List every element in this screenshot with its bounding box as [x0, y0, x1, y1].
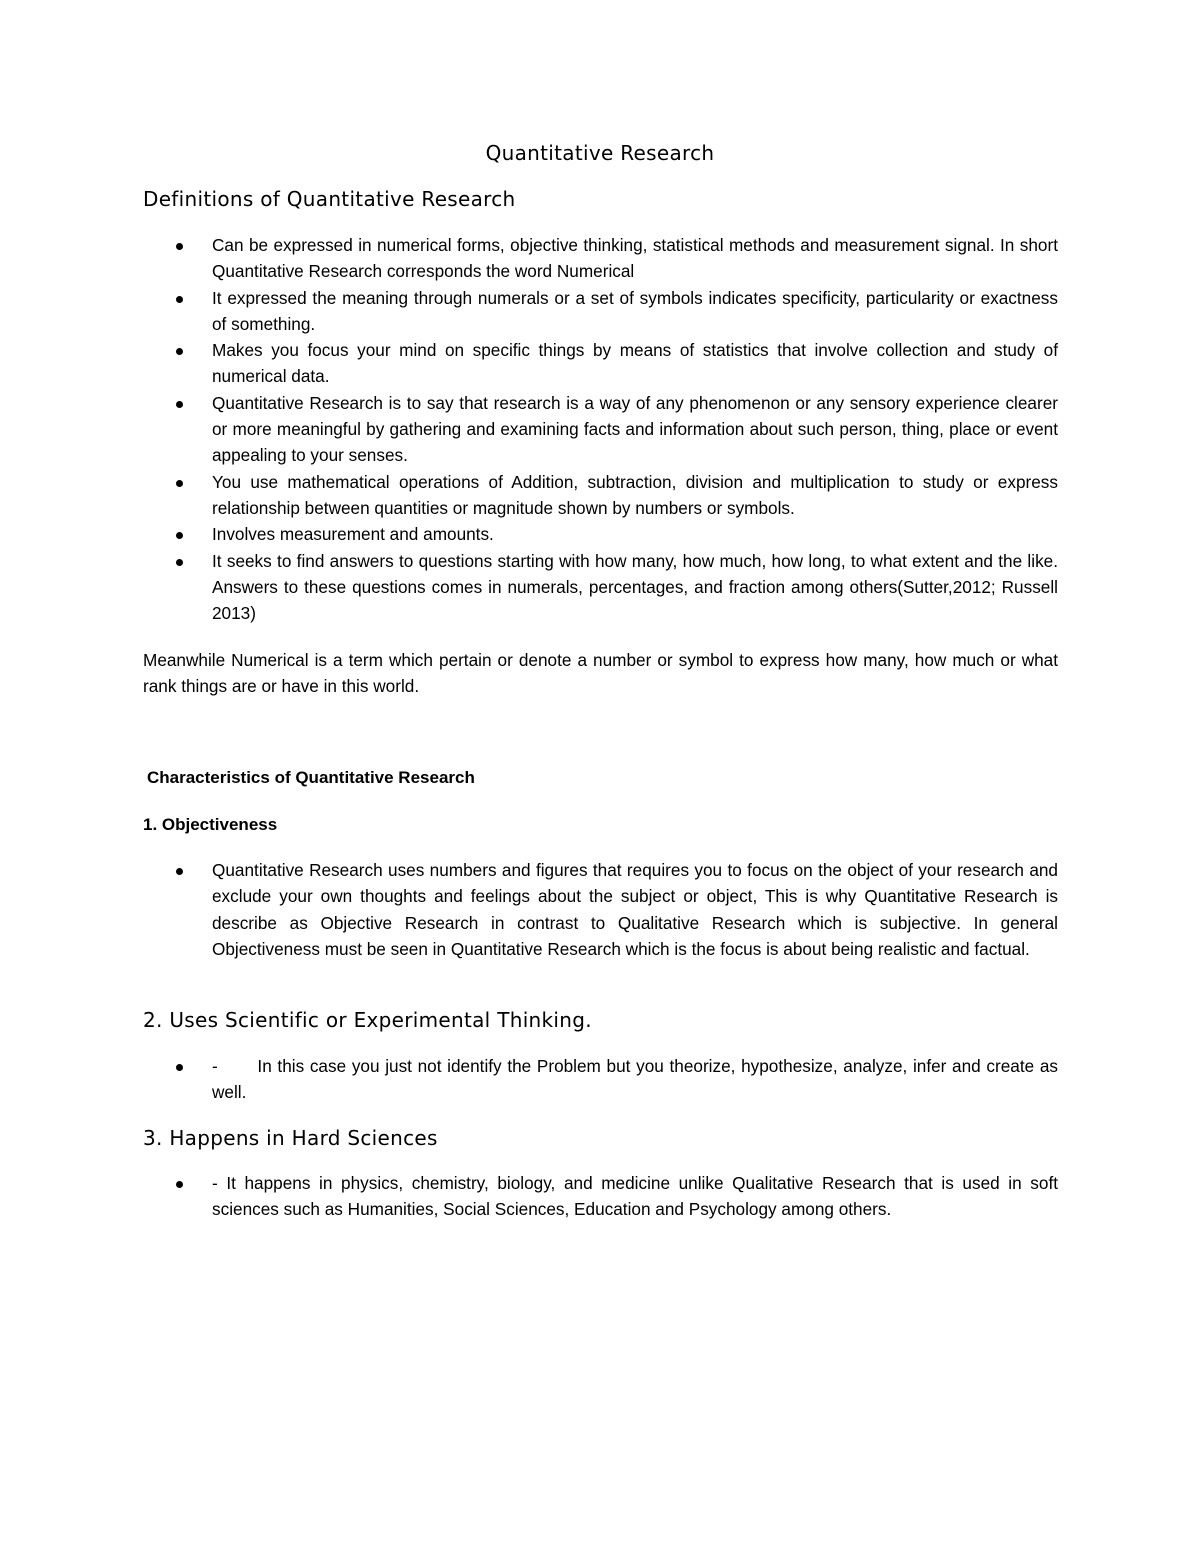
document-title: Quantitative Research	[485, 141, 715, 165]
scientific-list	[143, 1053, 1063, 1106]
list-item	[143, 469, 1058, 522]
hard-sciences-heading: 3. Happens in Hard Sciences	[143, 1126, 438, 1150]
scientific-heading: 2. Uses Scientific or Experimental Thinking.	[143, 1008, 592, 1032]
bullet-icon	[176, 401, 183, 408]
list-item	[143, 1053, 1063, 1106]
list-item-text: It expressed the meaning through numerals or a set of symbols indicates specificity, particularity or exactness of something.	[212, 287, 1058, 334]
list-item	[143, 857, 1058, 962]
list-item-text: Involves measurement and amounts.	[212, 524, 494, 545]
list-item-text: - It happens in physics, chemistry, biology, and medicine unlike Qualitative Research that is used in soft sciences such as Humanities, Social Sciences, Education and Psychology among others.	[212, 1173, 1058, 1220]
bullet-icon	[176, 532, 183, 539]
bullet-icon	[176, 348, 183, 355]
list-item	[143, 232, 1058, 285]
list-item-text: Quantitative Research is to say that research is a way of any phenomenon or any sensory experience clearer or more meaningful by gathering and examining facts and information about such person, thing, place or event appealing to your senses.	[212, 392, 1058, 466]
hard-sciences-list	[143, 1170, 1058, 1223]
objectiveness-list	[143, 857, 1058, 962]
numerical-paragraph: Meanwhile Numerical is a term which pertain or denote a number or symbol to express how many, how much or what rank things are or have in this world.	[143, 650, 1058, 697]
bullet-icon	[176, 1064, 183, 1071]
list-item	[143, 521, 1058, 547]
list-item	[143, 390, 1058, 469]
list-item-text: Can be expressed in numerical forms, objective thinking, statistical methods and measurement signal. In short Quantitative Research corresponds the word Numerical	[212, 235, 1058, 282]
bullet-icon	[176, 559, 183, 566]
list-item-text: You use mathematical operations of Addition, subtraction, division and multiplication to study or express relationship between quantities or magnitude shown by numbers or symbols.	[212, 471, 1058, 518]
list-item-text: - In this case you just not identify the Problem but you theorize, hypothesize, analyze, infer and create as well.	[212, 1056, 1063, 1103]
list-item	[143, 285, 1058, 338]
list-item	[143, 337, 1058, 390]
bullet-icon	[176, 480, 183, 487]
list-item-text: Quantitative Research uses numbers and figures that requires you to focus on the object of your research and exclude your own thoughts and feelings about the subject or object, This is why Quantitative Research is describe as Objective Research in contrast to Qualitative Research which is subjective. In general Objectiveness must be seen in Quantitative Research which is the focus is about being realistic and factual.	[212, 860, 1058, 959]
list-item-text: It seeks to find answers to questions starting with how many, how much, how long, to what extent and the like. Answers to these questions comes in numerals, percentages, and fraction among others(Sutter,2012; Russell 2013)	[212, 550, 1058, 624]
definitions-heading: Definitions of Quantitative Research	[143, 187, 516, 211]
bullet-icon	[176, 868, 183, 875]
bullet-icon	[176, 1181, 183, 1188]
bullet-icon	[176, 243, 183, 250]
characteristics-heading: Characteristics of Quantitative Research	[147, 768, 475, 787]
bullet-icon	[176, 296, 183, 303]
list-item	[143, 548, 1058, 627]
list-item-text: Makes you focus your mind on specific things by means of statistics that involve collection and study of numerical data.	[212, 340, 1058, 387]
definitions-list	[143, 232, 1058, 626]
objectiveness-heading: 1. Objectiveness	[143, 815, 278, 834]
list-item	[143, 1170, 1058, 1223]
